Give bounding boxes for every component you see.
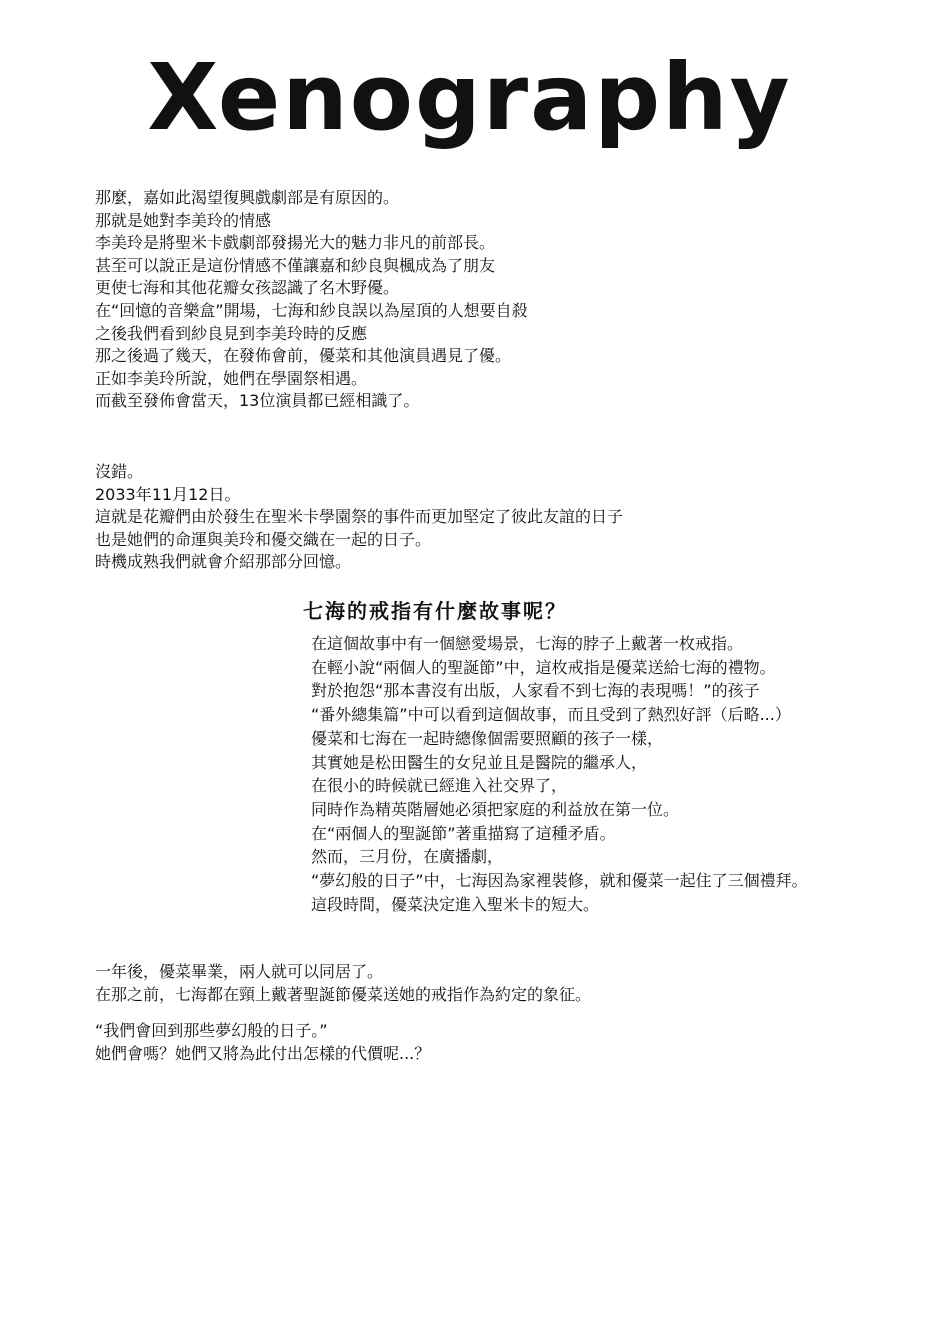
story-line: 這段時間，優菜決定進入聖米卡的短大。 [311, 894, 600, 914]
intro-line: 甚至可以說正是這份情感不僅讓嘉和紗良與楓成為了朋友 [95, 255, 496, 275]
story-line: 在這個故事中有一個戀愛場景，七海的脖子上戴著一枚戒指。 [311, 634, 744, 653]
intro-line: 更使七海和其他花瓣女孩認識了名木野優。 [95, 278, 400, 298]
story-line: 優菜和七海在一起時總像個需要照顧的孩子一樣， [311, 728, 664, 748]
quote-line: 她們會嗎？她們又將為此付出怎樣的代價呢...？ [95, 1043, 431, 1063]
intro-line: 正如李美玲所說，她們在學園祭相遇。 [95, 368, 368, 388]
story-line: 在很小的時候就已經進入社交界了， [311, 776, 568, 796]
date-line: 也是她們的命運與美玲和優交織在一起的日子。 [95, 529, 432, 549]
section-heading: 七海的戒指有什麼故事呢？ [303, 599, 567, 623]
story-line: 在輕小說“兩個人的聖誕節”中，這枚戒指是優菜送給七海的禮物。 [311, 657, 776, 677]
date-line: 這就是花瓣們由於發生在聖米卡學園祭的事件而更加堅定了彼此友誼的日子 [95, 507, 624, 527]
intro-line: 在“回憶的音樂盒”開場，七海和紗良誤以為屋頂的人想要自殺 [95, 300, 528, 320]
ring-story-paragraph [311, 632, 808, 916]
date-line: 時機成熟我們就會介紹那部分回憶。 [95, 552, 352, 572]
closing-quote [95, 1020, 430, 1065]
after-line: 在那之前，七海都在頸上戴著聖誕節優菜送她的戒指作為約定的象征。 [95, 984, 592, 1004]
story-line: 其實她是松田醫生的女兒並且是醫院的繼承人， [311, 752, 648, 772]
date-paragraph [95, 461, 623, 574]
intro-paragraph [95, 187, 528, 413]
story-line: “番外總集篇”中可以看到這個故事，而且受到了熱烈好評（后略...） [311, 705, 791, 725]
page-title: Xenography [147, 44, 792, 151]
intro-line: 那就是她對李美玲的情感 [95, 210, 272, 230]
after-line: 一年後，優菜畢業，兩人就可以同居了。 [95, 962, 384, 981]
intro-line: 而截至發佈會當天，13位演員都已經相識了。 [95, 391, 420, 411]
intro-line: 之後我們看到紗良見到李美玲時的反應 [95, 323, 368, 343]
story-line: 然而，三月份，在廣播劇， [311, 847, 504, 867]
quote-line: “我們會回到那些夢幻般的日子。” [95, 1021, 328, 1040]
story-line: “夢幻般的日子”中，七海因為家裡裝修，就和優菜一起住了三個禮拜。 [311, 871, 808, 891]
story-line: 同時作為精英階層她必須把家庭的利益放在第一位。 [311, 799, 680, 819]
story-line: 在“兩個人的聖誕節”著重描寫了這種矛盾。 [311, 823, 616, 843]
intro-line: 那麼，嘉如此渴望復興戲劇部是有原因的。 [95, 188, 400, 207]
intro-line: 李美玲是將聖米卡戲劇部發揚光大的魅力非凡的前部長。 [95, 233, 496, 253]
date-line: 2033年11月12日。 [95, 484, 241, 504]
date-line: 沒錯。 [95, 462, 144, 481]
after-paragraph [95, 961, 591, 1006]
story-line: 對於抱怨“那本書沒有出版，人家看不到七海的表現嗎！”的孩子 [311, 681, 760, 701]
intro-line: 那之後過了幾天，在發佈會前，優菜和其他演員遇見了優。 [95, 346, 512, 366]
